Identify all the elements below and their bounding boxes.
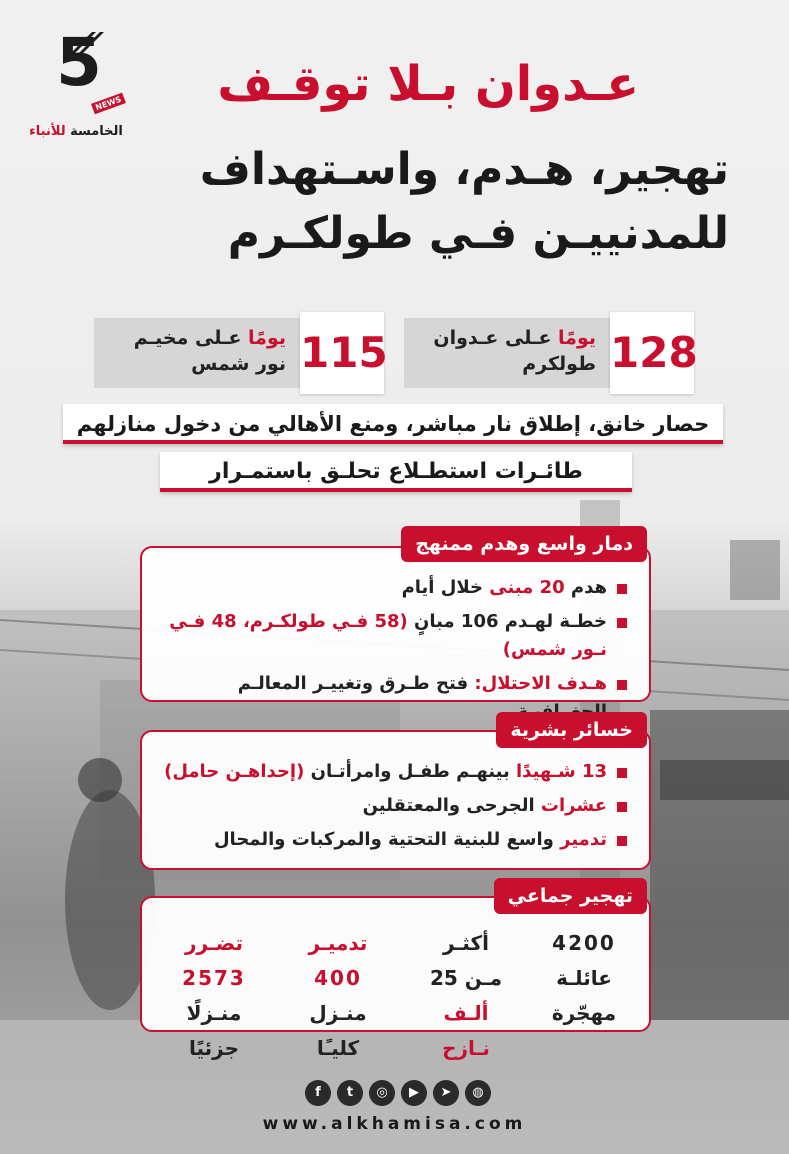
stat-card-tulkarm [404,318,698,388]
stat-label [416,326,596,377]
subtitle-line-1: تهجير، هـدم، واسـتهداف [199,144,729,195]
list-item: هدم 20 مبنى خلال أيام [156,574,629,602]
stat-label-rest: عـلى مخيـم [133,327,249,349]
casualties-title: خسائر بشرية [496,712,647,748]
page-subtitle [129,138,729,266]
page-title: عـدوان بـلا توقـف [217,56,639,112]
col-line: تدميـر [308,931,368,955]
displacement-col-damaged [159,926,269,1066]
casualties-card [140,730,651,870]
displacement-col-displaced [411,926,521,1066]
dribbble-icon[interactable]: ◍ [465,1080,491,1106]
col-line: 2573 [182,966,246,990]
displacement-card [140,896,651,1060]
stat-label [106,326,286,377]
displacement-col-families [529,926,639,1031]
col-line: 4200 [552,931,616,955]
brand-logo[interactable] [16,24,136,148]
col-line: نـازح [442,1036,490,1060]
facebook-icon[interactable]: f [305,1080,331,1106]
displacement-col-destroyed [283,926,393,1066]
social-links [305,1080,491,1106]
website-link[interactable]: www.alkhamisa.com [262,1114,527,1134]
siege-banner: حصار خانق، إطلاق نار مباشر، ومنع الأهالي من دخول منازلهم [63,404,723,444]
col-line: أكثـر [443,931,489,955]
casualties-list [142,732,649,870]
brand-name [16,124,136,139]
col-line: كليـًا [316,1036,360,1060]
col-line: 400 [314,966,362,990]
stat-label-red: يومًا [558,327,596,349]
destruction-card [140,546,651,702]
subtitle-line-2: للمدنييـن فـي طولكـرم [227,207,729,259]
stat-number: 115 [300,312,384,394]
instagram-icon[interactable]: ◎ [369,1080,395,1106]
col-line: تضـرر [184,931,243,955]
stat-card-nur-shams [94,318,388,388]
col-line: جزئيًا [188,1036,240,1060]
col-line: منـزلًا [186,1001,242,1025]
col-line: عائلـة [556,966,612,990]
col-line: منـزل [309,1001,367,1025]
stat-number: 128 [610,312,694,394]
logo-number: 5 [56,24,102,101]
col-line: مهجّرة [551,1001,617,1025]
list-item: عشرات الجرحى والمعتقلين [156,792,629,820]
youtube-icon[interactable]: ▶ [401,1080,427,1106]
stat-label-line2: نور شمس [191,352,286,375]
col-line: ألـف [443,1001,489,1025]
twitter-icon[interactable]: t [337,1080,363,1106]
destruction-title: دمار واسع وهدم ممنهج [401,526,647,562]
list-item: 13 شـهيدًا بينهـم طفـل وامرأتـان (إحداهـن حامل) [156,758,629,786]
displacement-title: تهجير جماعي [494,878,647,914]
stat-label-rest: عـلى عـدوان [433,327,559,349]
brand-name-red: للأنباء [29,124,66,139]
col-line: مـن 25 [429,966,503,990]
logo-news-badge: NEWS [91,93,126,115]
telegram-icon[interactable]: ➤ [433,1080,459,1106]
list-item: هـدف الاحتلال: فتح طـرق وتغييـر المعالـم [156,670,629,726]
brand-name-black: الخامسة [70,124,123,139]
list-item: تدمير واسع للبنية التحتية والمركبات والمحال [156,826,629,854]
drones-banner: طائـرات استطـلاع تحلـق باستمـرار [160,452,632,492]
list-item: خطـة لهـدم 106 مبانٍ (58 فـي طولكـرم، 48 فـي نـور شمس) [156,608,629,664]
stat-label-line2: طولكرم [522,352,596,375]
stat-label-red: يومًا [248,327,286,349]
